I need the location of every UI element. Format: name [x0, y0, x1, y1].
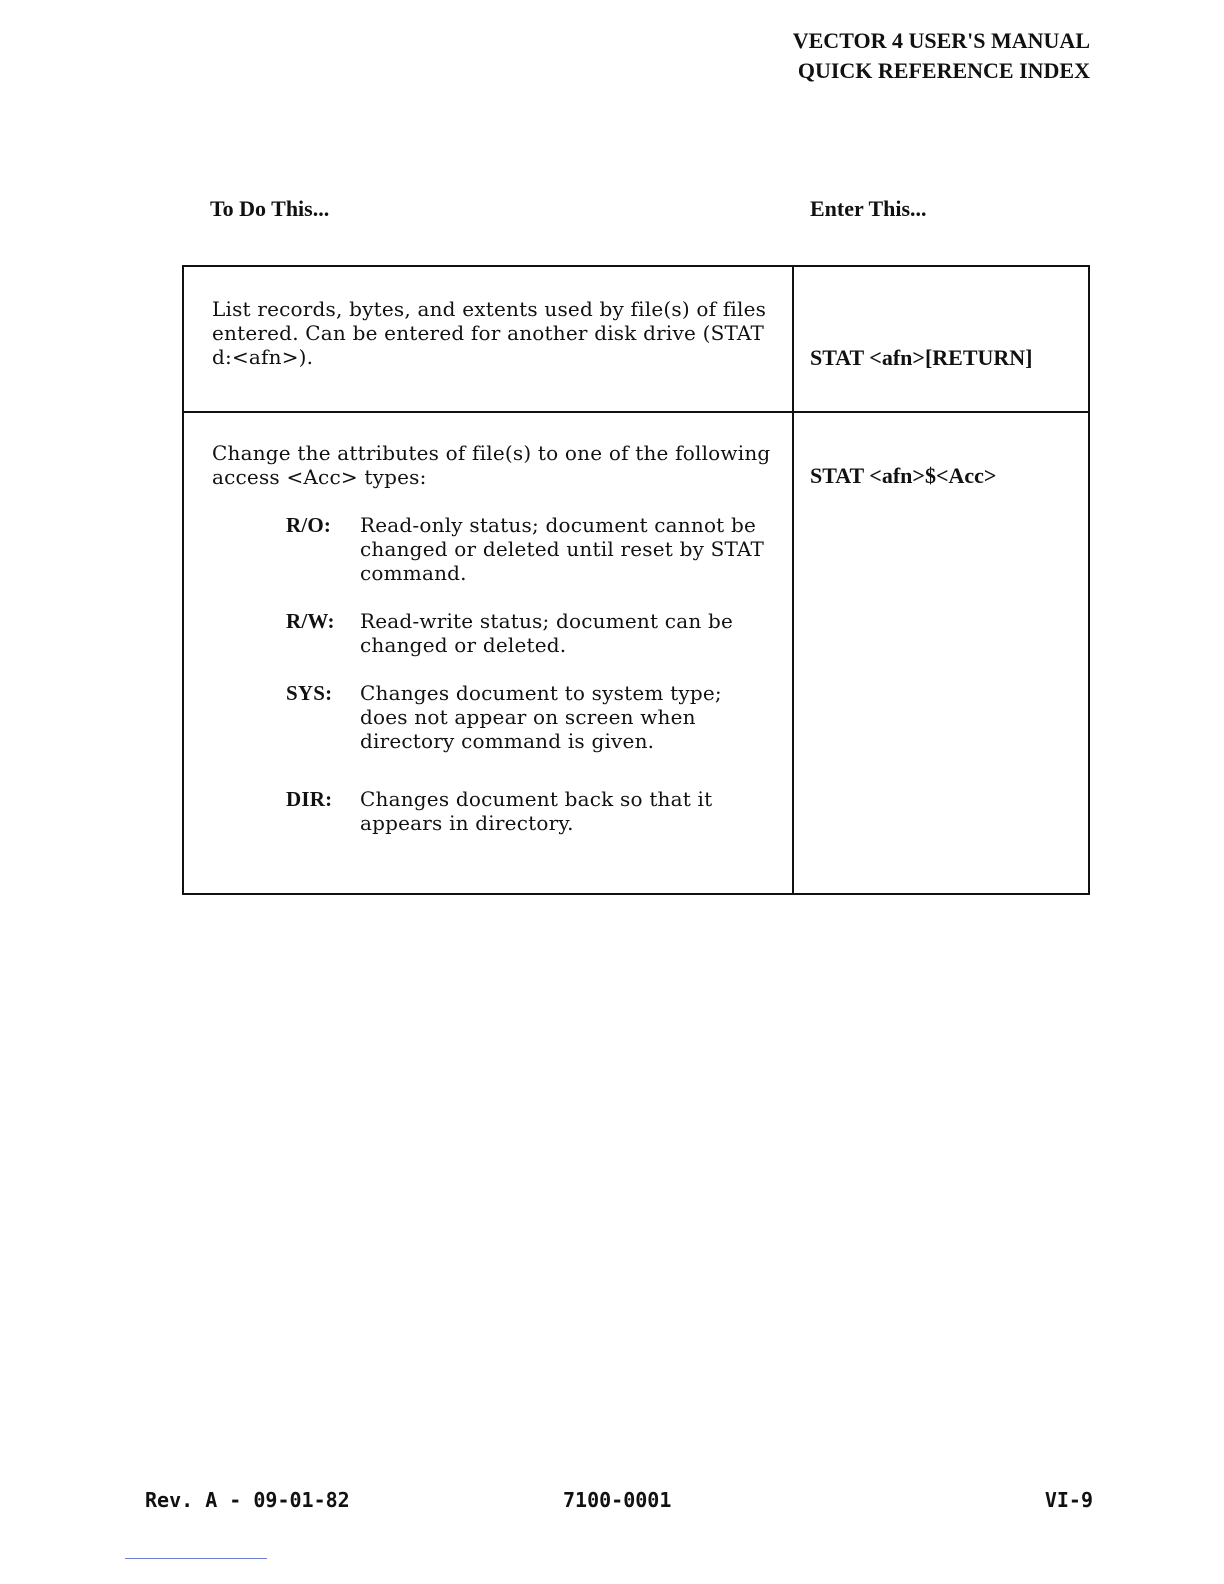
command-cell [793, 412, 1089, 894]
list-item [212, 609, 776, 657]
list-item [212, 513, 776, 585]
section-title: QUICK REFERENCE INDEX [797, 58, 1090, 83]
task-block [184, 413, 792, 835]
task-cell [183, 412, 793, 894]
access-type-description: Read-write status; document can be changed or deleted. [360, 609, 733, 657]
command-text: STAT <afn>$<Acc> [810, 463, 997, 488]
access-type-key: SYS: [286, 681, 333, 705]
access-type-key: R/O: [286, 513, 332, 537]
access-type-key: R/W: [286, 609, 335, 633]
page-header [793, 26, 1090, 86]
access-type-description: Changes document to system type; does not appear on screen when directory command is given. [360, 681, 722, 753]
reference-table [182, 265, 1090, 895]
access-type-list [212, 513, 776, 835]
scan-line-mark [125, 1558, 267, 1559]
task-description: Change the attributes of file(s) to one of the following access <Acc> types: [212, 441, 771, 489]
access-type-key: DIR: [286, 787, 333, 811]
command-cell [793, 266, 1089, 412]
command-text: STAT <afn>[RETURN] [810, 345, 1033, 370]
page-number: VI-9 [1044, 1488, 1093, 1512]
task-cell [183, 266, 793, 412]
access-type-description: Read-only status; document cannot be changed or deleted until reset by STAT command. [360, 513, 765, 585]
task-description: List records, bytes, and extents used by file(s) of files entered. Can be entered for another disk drive (STAT d:<afn>). [212, 297, 767, 369]
column-heading-task: To Do This... [210, 196, 330, 221]
table-row [183, 266, 1089, 412]
revision-label: Rev. A - 09-01-82 [145, 1488, 350, 1512]
manual-title: VECTOR 4 USER'S MANUAL [792, 28, 1090, 53]
list-item [212, 787, 776, 835]
access-type-description: Changes document back so that it appears in directory. [360, 787, 713, 835]
column-heading-command: Enter This... [810, 196, 927, 221]
list-item [212, 681, 776, 753]
table-row [183, 412, 1089, 894]
document-number: 7100-0001 [563, 1488, 672, 1512]
